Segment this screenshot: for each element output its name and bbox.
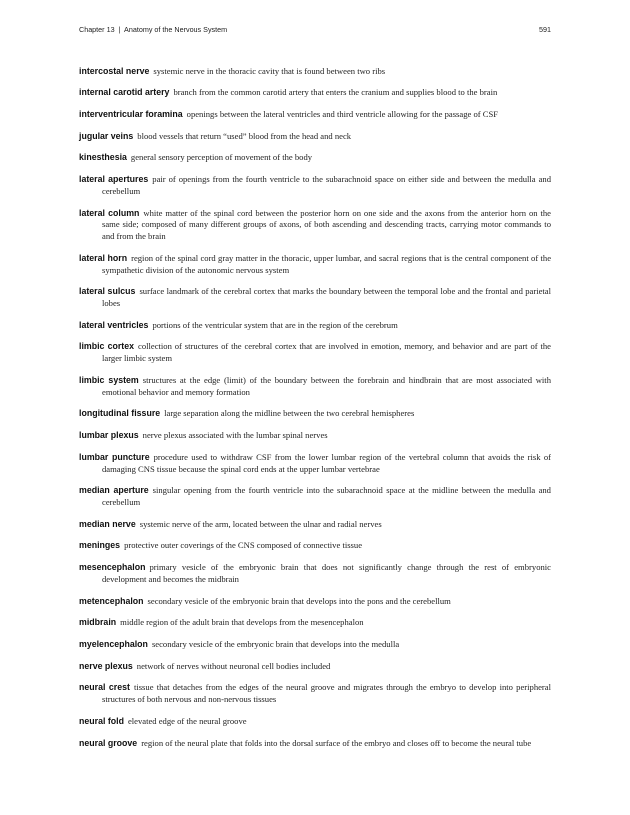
glossary-term: myelencephalon — [79, 639, 148, 649]
glossary-term: limbic system — [79, 374, 139, 385]
glossary-term: lumbar plexus — [79, 430, 139, 441]
glossary-definition: systemic nerve in the thoracic cavity that is found between two ribs — [153, 65, 386, 76]
glossary-entry — [79, 66, 551, 78]
glossary-entry — [79, 738, 551, 750]
glossary-entry — [79, 639, 551, 651]
glossary-entry — [79, 152, 551, 164]
glossary-term: lateral sulcus — [79, 286, 136, 297]
glossary-term: lateral apertures — [79, 174, 149, 185]
glossary-entry — [79, 485, 551, 509]
glossary-term: median nerve — [79, 518, 136, 529]
glossary-definition: surface landmark of the cerebral cortex that marks the boundary between the temporal lobe and the frontal and parietal lobes — [102, 286, 552, 309]
running-header — [79, 25, 551, 37]
glossary-term: neural crest — [79, 682, 130, 693]
glossary-term: nerve plexus — [79, 660, 133, 671]
glossary-entry — [79, 682, 551, 706]
glossary-entry — [79, 562, 551, 586]
glossary-entry — [79, 320, 551, 332]
glossary-entry — [79, 408, 551, 420]
glossary-definition: general sensory perception of movement of the body — [130, 152, 313, 163]
glossary-entry — [79, 131, 551, 143]
glossary-entry — [79, 716, 551, 728]
glossary-term: median aperture — [79, 485, 149, 496]
glossary-entry — [79, 596, 551, 608]
glossary-entry — [79, 286, 551, 310]
glossary-definition: tissue that detaches from the edges of the neural groove and migrates through the embryo to develop into peripheral structures of both nervous and non-nervous tissues — [102, 682, 551, 705]
glossary-entry — [79, 208, 551, 243]
glossary-definition: region of the spinal cord gray matter in the thoracic, upper lumbar, and sacral regions that is the central component of the sympathetic division of the autonomic nervous system — [102, 252, 552, 275]
glossary-term: neural fold — [79, 715, 124, 726]
glossary-definition: pair of openings from the fourth ventricle to the subarachnoid space on either side and between the medulla and cerebellum — [102, 174, 551, 196]
glossary-entry — [79, 519, 551, 531]
glossary-definition: region of the neural plate that folds into the dorsal surface of the embryo and closes off to become the neural tube — [141, 737, 532, 748]
glossary-term: metencephalon — [79, 595, 144, 606]
glossary-definition: secondary vesicle of the embryonic brain that develops into the pons and the cerebellum — [147, 595, 451, 606]
glossary-definition: network of nerves without neuronal cell bodies included — [136, 660, 331, 671]
glossary-list — [79, 57, 551, 759]
glossary-entry — [79, 87, 551, 99]
glossary-term: lateral horn — [79, 252, 128, 263]
glossary-definition: secondary vesicle of the embryonic brain that develops into the medulla — [151, 639, 400, 649]
glossary-entry — [79, 375, 551, 399]
glossary-definition: openings between the lateral ventricles and third ventricle allowing for the passage of CSF — [186, 108, 499, 119]
glossary-term: longitudinal fissure — [79, 408, 161, 419]
glossary-entry — [79, 617, 551, 629]
chapter-title: Anatomy of the Nervous System — [124, 25, 228, 34]
glossary-term: limbic cortex — [79, 341, 134, 352]
glossary-definition: middle region of the adult brain that develops from the mesencephalon — [120, 617, 364, 628]
glossary-definition: primary vesicle of the embryonic brain that does not significantly change through the rest of embryonic development and becomes the midbrain — [102, 562, 551, 584]
glossary-definition: singular opening from the fourth ventricle into the subarachnoid space at the midline between the medulla and cerebellum — [102, 485, 551, 508]
glossary-entry — [79, 452, 551, 476]
glossary-term: meninges — [79, 540, 121, 551]
glossary-term: internal carotid artery — [79, 87, 170, 98]
glossary-definition: structures at the edge (limit) of the boundary between the forebrain and hindbrain that are most associated with emotional behavior and memory formation — [102, 374, 551, 397]
glossary-term: mesencephalon — [79, 562, 146, 573]
glossary-term: interventricular foramina — [79, 108, 183, 119]
glossary-definition: large separation along the midline between the two cerebral hemispheres — [164, 408, 415, 419]
header-separator: | — [118, 25, 121, 34]
glossary-term: neural groove — [79, 737, 138, 748]
glossary-entry — [79, 174, 551, 198]
glossary-definition: collection of structures of the cerebral cortex that are involved in emotion, memory, and behavior and are part of the larger limbic system — [102, 341, 551, 364]
glossary-entry — [79, 661, 551, 673]
chapter-heading — [79, 25, 227, 34]
glossary-definition: systemic nerve of the arm, located between the ulnar and radial nerves — [139, 518, 382, 529]
glossary-definition: elevated edge of the neural groove — [127, 715, 247, 726]
glossary-term: lateral ventricles — [79, 319, 149, 330]
glossary-definition: branch from the common carotid artery that enters the cranium and supplies blood to the brain — [173, 87, 498, 98]
glossary-term: intercostal nerve — [79, 65, 150, 76]
glossary-term: lumbar puncture — [79, 451, 150, 462]
glossary-term: lateral column — [79, 207, 140, 218]
glossary-term: midbrain — [79, 617, 117, 628]
glossary-definition: nerve plexus associated with the lumbar spinal nerves — [142, 430, 328, 441]
glossary-definition: white matter of the spinal cord between the posterior horn on one side and the axons from the anterior horn on the same side; composed of many different groups of axons, of both ascending and descending tracts, carrying motor commands to and from the brain — [102, 207, 551, 242]
glossary-definition: blood vessels that return “used” blood from the head and neck — [137, 130, 352, 141]
glossary-entry — [79, 109, 551, 121]
glossary-term: jugular veins — [79, 130, 134, 141]
glossary-entry — [79, 430, 551, 442]
glossary-entry — [79, 253, 551, 277]
page-number: 591 — [539, 25, 551, 34]
glossary-term: kinesthesia — [79, 152, 127, 163]
chapter-number: Chapter 13 — [79, 25, 115, 34]
glossary-definition: portions of the ventricular system that are in the region of the cerebrum — [152, 319, 398, 330]
glossary-definition: protective outer coverings of the CNS composed of connective tissue — [124, 540, 363, 551]
glossary-entry — [79, 341, 551, 365]
glossary-definition: procedure used to withdraw CSF from the lower lumbar region of the vertebral column that avoids the risk of damaging CNS tissue because the spinal cord ends at the upper lumbar vertebrae — [102, 451, 551, 474]
glossary-entry — [79, 540, 551, 552]
